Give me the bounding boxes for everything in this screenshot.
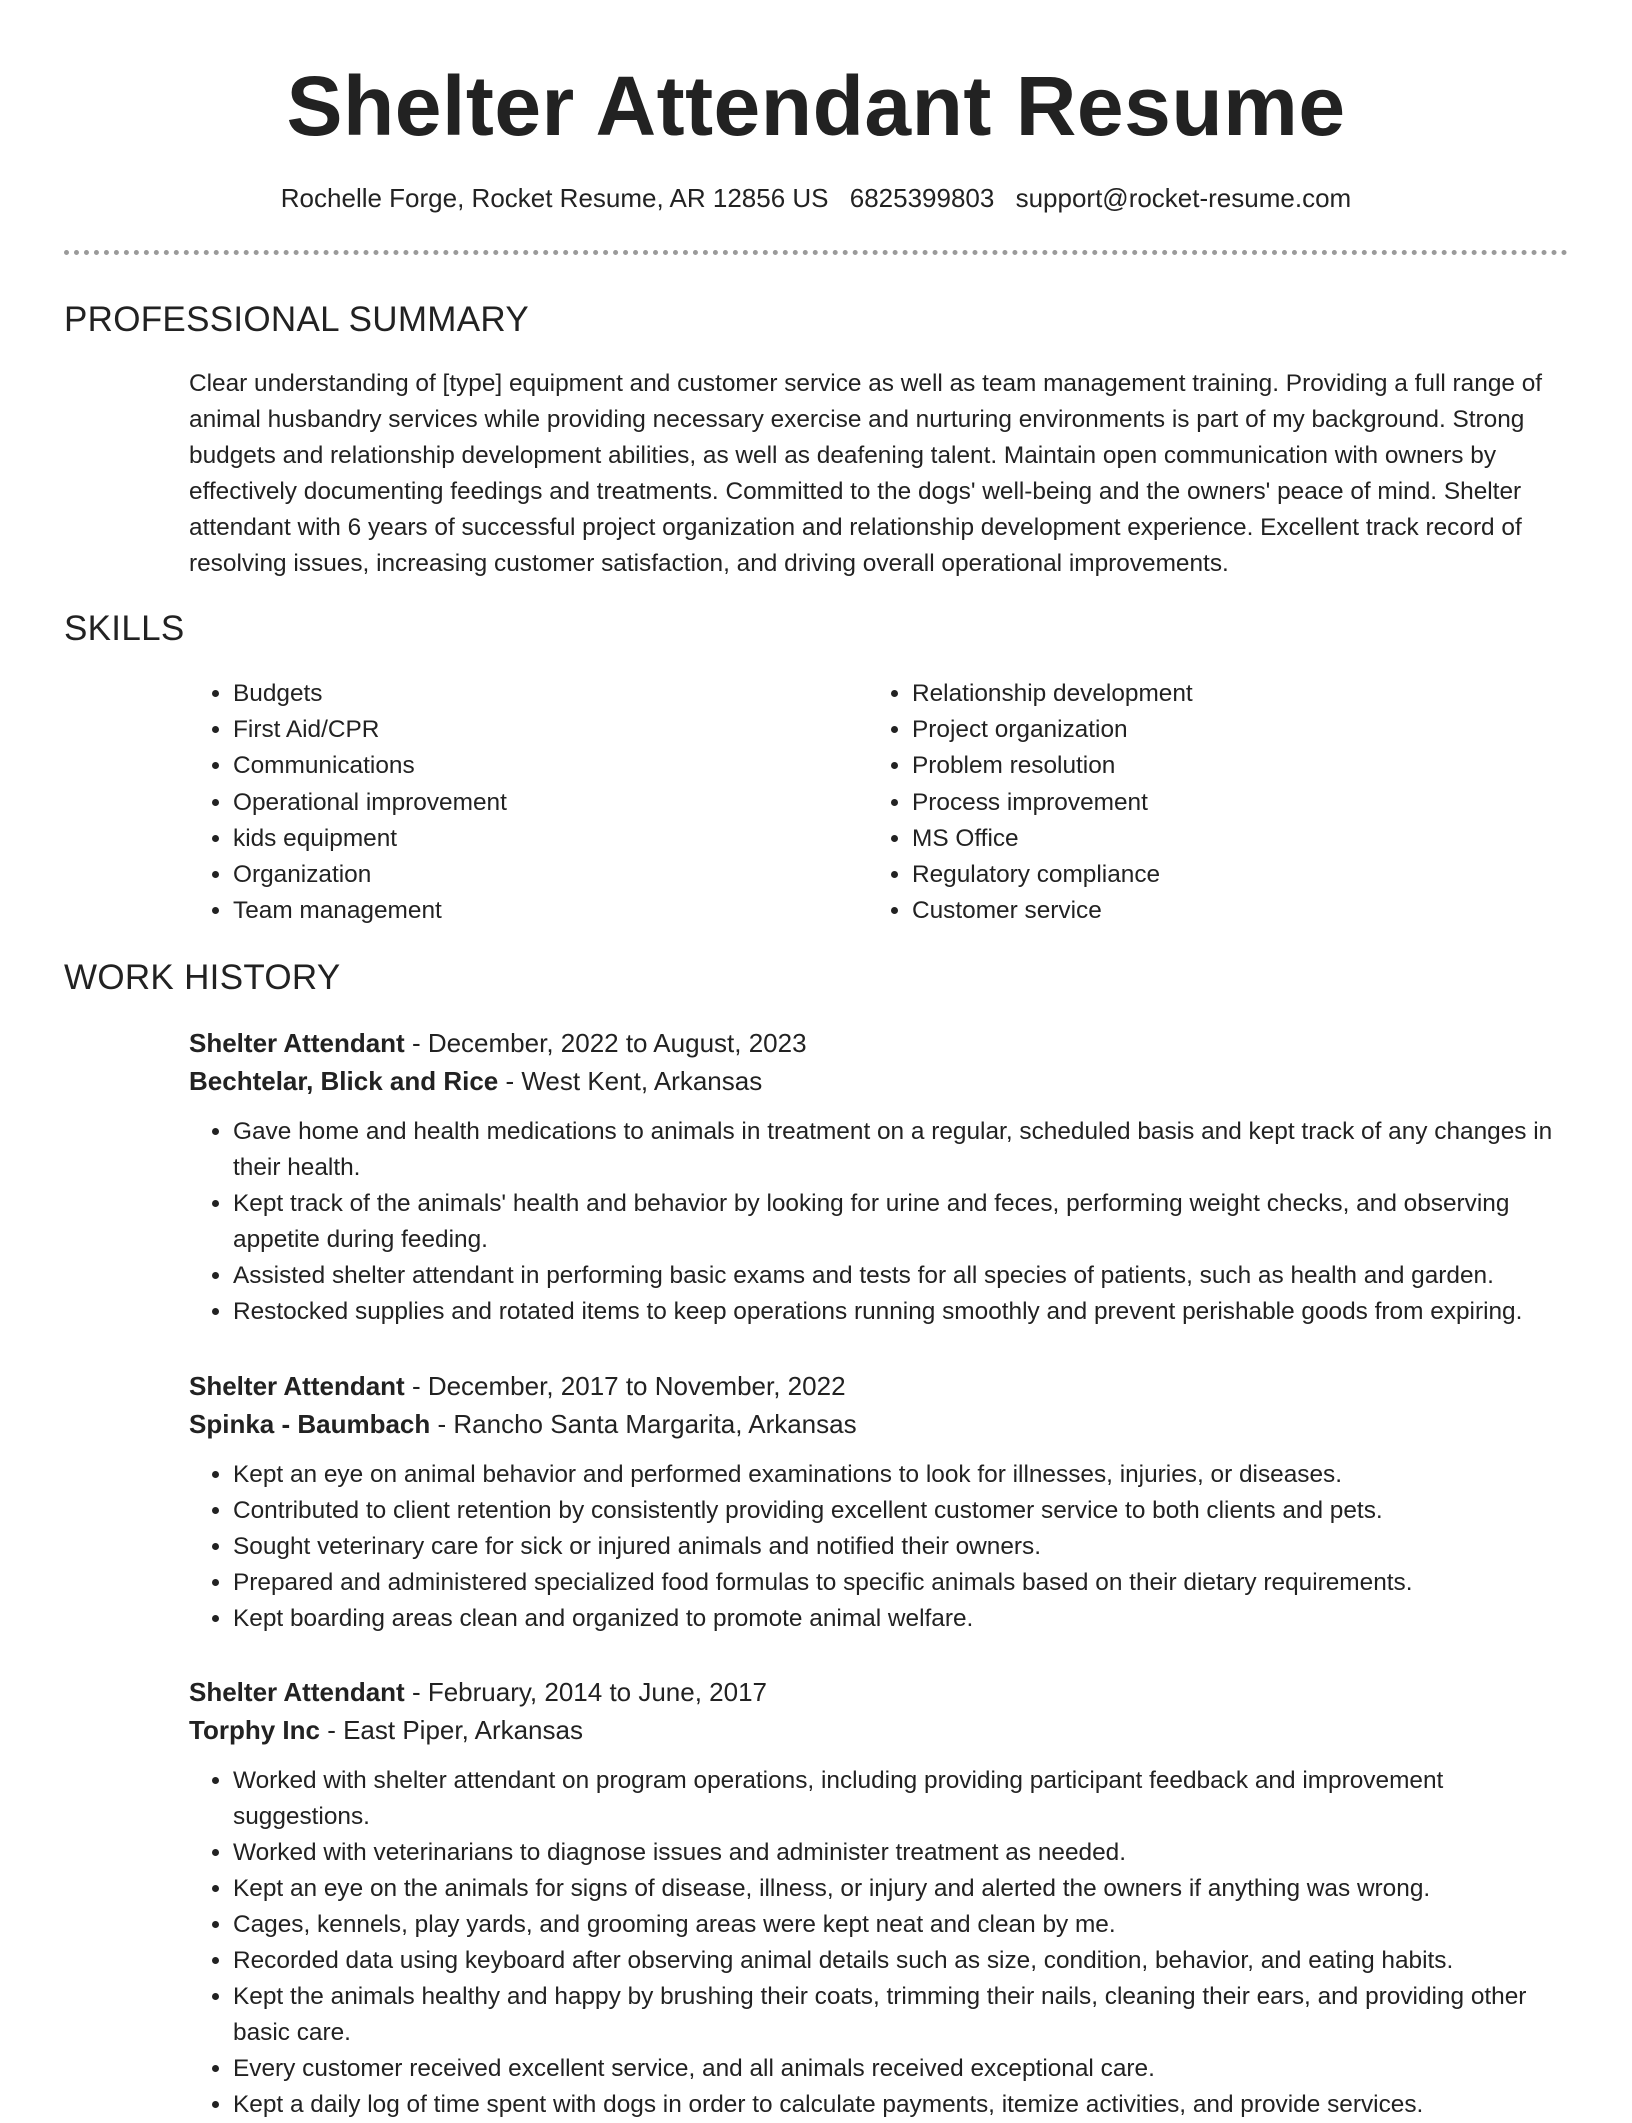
header-divider	[64, 250, 1568, 255]
job-entry	[189, 1367, 1559, 1637]
job-bullet: • Kept a daily log of time spent with dogs in order to calculate payments, itemize activities, and provide services.	[233, 2087, 1559, 2123]
job-title-line	[189, 1367, 1559, 1405]
job-title: Shelter Attendant	[189, 1371, 405, 1401]
skills-heading: SKILLS	[64, 609, 185, 648]
job-bullet: • Worked with veterinarians to diagnose issues and administer treatment as needed.	[233, 1835, 1559, 1871]
job-bullet: • Restocked supplies and rotated items to keep operations running smoothly and prevent perishable goods from expiring.	[233, 1294, 1559, 1330]
job-bullet: • Cages, kennels, play yards, and grooming areas were kept neat and clean by me.	[233, 1907, 1559, 1943]
job-bullet: • Recorded data using keyboard after observing animal details such as size, condition, behavior, and eating habits.	[233, 1943, 1559, 1979]
work-history-heading: WORK HISTORY	[64, 958, 341, 997]
skills-list-right	[868, 676, 1193, 929]
contact-phone: 6825399803	[849, 183, 995, 213]
skill-item: • Operational improvement	[233, 785, 507, 821]
job-bullets	[189, 1457, 1559, 1637]
skill-item: • Process improvement	[912, 785, 1193, 821]
contact-line	[0, 180, 1632, 216]
contact-email: support@rocket-resume.com	[1015, 183, 1352, 213]
skill-item: • MS Office	[912, 821, 1193, 857]
job-location: - Rancho Santa Margarita, Arkansas	[430, 1409, 857, 1439]
job-title-line	[189, 1673, 1559, 1711]
job-title-line	[189, 1024, 1559, 1062]
job-bullet: • Kept the animals healthy and happy by brushing their coats, trimming their nails, cleaning their ears, and providing other basic care.	[233, 1979, 1559, 2051]
job-bullet: • Kept an eye on the animals for signs of disease, illness, or injury and alerted the owners if anything was wrong.	[233, 1871, 1559, 1907]
job-bullet: • Every customer received excellent service, and all animals received exceptional care.	[233, 2051, 1559, 2087]
skill-item: • Communications	[233, 748, 507, 784]
job-title: Shelter Attendant	[189, 1677, 405, 1707]
job-bullet: • Kept an eye on animal behavior and performed examinations to look for illnesses, injuries, or diseases.	[233, 1457, 1559, 1493]
skills-list-left	[189, 676, 507, 929]
skill-item: • Regulatory compliance	[912, 857, 1193, 893]
job-company-line	[189, 1711, 1559, 1749]
resume-title: Shelter Attendant Resume	[286, 59, 1346, 153]
skill-item: • kids equipment	[233, 821, 507, 857]
summary-text: Clear understanding of [type] equipment and customer service as well as team management training. Providing a full range of animal husbandry services while providing necessary exercise and nurturing environments is part of my background. Strong budgets and relationship development abilities, as well as deafening talent. Maintain open communication with owners by effectively documenting feedings and treatments. Committed to the dogs' well-being and the owners' peace of mind. Shelter attendant with 6 years of successful project organization and relationship development experience. Excellent track record of resolving issues, increasing customer satisfaction, and driving overall operational improvements.	[189, 370, 1543, 577]
skill-item: • Problem resolution	[912, 748, 1193, 784]
job-entry	[189, 1673, 1559, 2123]
job-company: Bechtelar, Blick and Rice	[189, 1066, 499, 1096]
skill-item: • Organization	[233, 857, 507, 893]
job-company: Torphy Inc	[189, 1715, 320, 1745]
job-title: Shelter Attendant	[189, 1028, 405, 1058]
contact-address: Rochelle Forge, Rocket Resume, AR 12856 US	[280, 183, 829, 213]
job-bullet: • Prepared and administered specialized food formulas to specific animals based on their dietary requirements.	[233, 1565, 1559, 1601]
job-bullet: • Assisted shelter attendant in performing basic exams and tests for all species of patients, such as health and garden.	[233, 1258, 1559, 1294]
job-bullet: • Gave home and health medications to animals in treatment on a regular, scheduled basis and kept track of any changes in their health.	[233, 1114, 1559, 1186]
job-location: - East Piper, Arkansas	[319, 1715, 583, 1745]
job-bullet: • Kept boarding areas clean and organized to promote animal welfare.	[233, 1601, 1559, 1637]
job-dates: - December, 2017 to November, 2022	[404, 1371, 846, 1401]
job-bullets	[189, 1114, 1559, 1330]
skill-item: • Project organization	[912, 712, 1193, 748]
job-bullet: • Contributed to client retention by consistently providing excellent customer service to both clients and pets.	[233, 1493, 1559, 1529]
skill-item: • Team management	[233, 893, 507, 929]
skill-item: • First Aid/CPR	[233, 712, 507, 748]
job-bullet: • Kept track of the animals' health and behavior by looking for urine and feces, performing weight checks, and observing appetite during feeding.	[233, 1186, 1559, 1258]
job-company-line	[189, 1062, 1559, 1100]
skill-item: • Customer service	[912, 893, 1193, 929]
job-bullet: • Worked with shelter attendant on program operations, including providing participant feedback and improvement suggestions.	[233, 1763, 1559, 1835]
skill-item: • Budgets	[233, 676, 507, 712]
job-dates: - December, 2022 to August, 2023	[404, 1028, 807, 1058]
job-company: Spinka - Baumbach	[189, 1409, 431, 1439]
job-location: - West Kent, Arkansas	[498, 1066, 763, 1096]
job-company-line	[189, 1405, 1559, 1443]
skill-item: • Relationship development	[912, 676, 1193, 712]
job-bullet: • Sought veterinary care for sick or injured animals and notified their owners.	[233, 1529, 1559, 1565]
summary-heading: PROFESSIONAL SUMMARY	[64, 300, 529, 339]
job-dates: - February, 2014 to June, 2017	[404, 1677, 768, 1707]
job-entry	[189, 1024, 1559, 1330]
job-bullets	[189, 1763, 1559, 2123]
